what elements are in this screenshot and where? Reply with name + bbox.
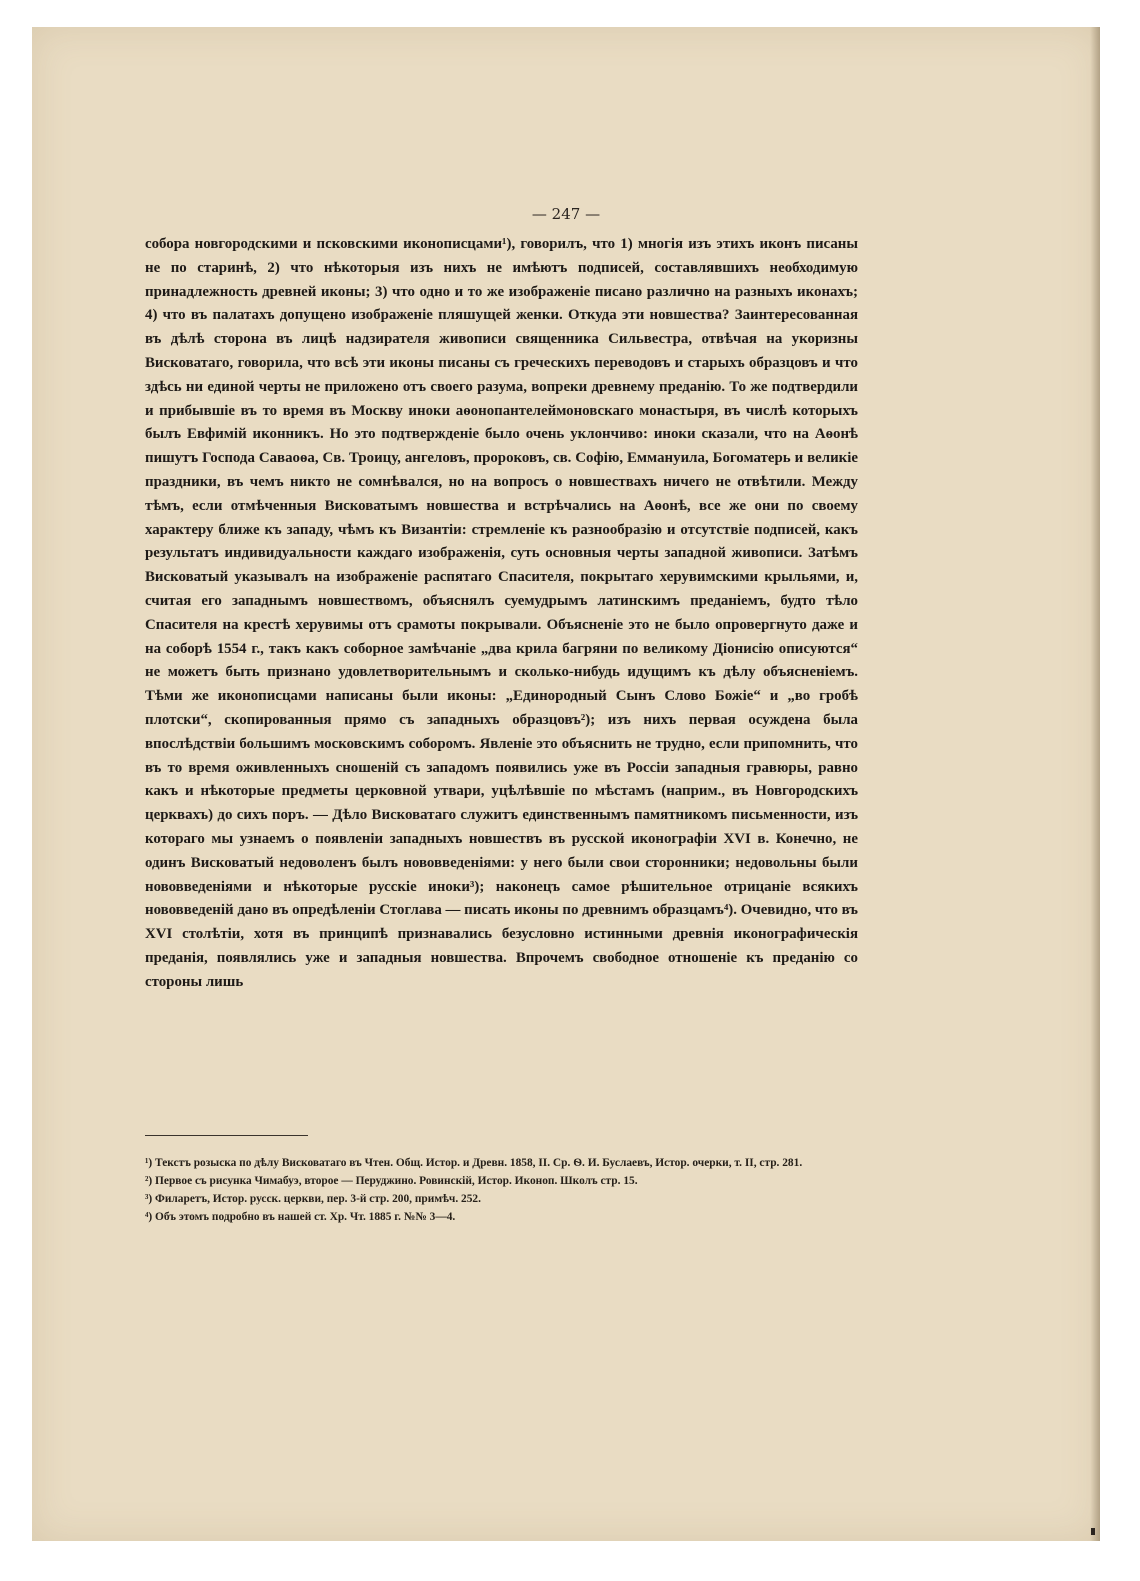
page-number: — 247 — xyxy=(531,205,601,223)
footnote-1: ¹) Текстъ розыска по дѣлу Висковатаго въ Чтен. Общ. Истор. и Древн. 1858, II. Ср. Ѳ. И. Буслаевъ, Истор. очерки, т. II, стр. 281. xyxy=(145,1157,803,1169)
scanned-page xyxy=(32,27,1100,1541)
body-text: собора новгородскими и псковскими иконописцами¹), говорилъ, что 1) многія изъ этихъ иконъ писаны не по старинѣ, 2) что нѣкоторыя изъ нихъ не имѣютъ подписей, составлявшихъ необходимую принадлежность древней иконы; 3) что одно и то же изображеніе писано различно на разныхъ иконахъ; 4) что въ палатахъ допущено изображеніе пляшущей женки. Откуда эти новшества? Заинтересованная въ дѣлѣ сторона въ лицѣ надзирателя живописи священника Сильвестра, отвѣчая на укоризны Висковатаго, говорила, что всѣ эти иконы писаны съ греческихъ переводовъ и старыхъ образцовъ и что здѣсь ни единой черты не приложено отъ своего разума, вопреки древнему преданію. То же подтвердили и прибывшіе въ то время въ Москву иноки аѳонопантелеймоновскаго монастыря, въ числѣ которыхъ былъ Евфимій иконникъ. Но это подтвержденіе было очень уклончиво: иноки сказали, что на Аѳонѣ пишутъ Господа Саваоѳа, Св. Троицу, ангеловъ, пророковъ, св. Софію, Еммануила, Богоматерь и великіе праздники, въ чемъ никто не сомнѣвался, но на вопросъ о новшествахъ ничего не отвѣтили. Между тѣмъ, если отмѣченныя Висковатымъ новшества и встрѣчались на Аѳонѣ, все же они по своему характеру ближе къ западу, чѣмъ къ Византіи: стремленіе къ разнообразію и отсутствіе подписей, какъ результатъ индивидуальности каждаго изображенія, суть основныя черты западной живописи. Затѣмъ Висковатый указывалъ на изображеніе распятаго Спасителя, покрытаго херувимскими крыльями, и, считая его западнымъ новшествомъ, объяснялъ суемудрымъ латинскимъ преданіемъ, будто тѣло Спасителя на крестѣ херувимы отъ срамоты покрывали. Объясненіе это не было опровергнуто даже и на соборѣ 1554 г., такъ какъ соборное замѣчаніе „два крила багряни по великому Діонисію описуются“ не можетъ быть признано удовлетворительнымъ и сколько-нибудь идущимъ къ дѣлу объясненіемъ. Тѣми же иконописцами написаны были иконы: „Единородный Сынъ Слово Божіе“ и „во гробѣ плотски“, скопированныя прямо съ западныхъ образцовъ²); изъ нихъ первая осуждена была впослѣдствіи большимъ московскимъ соборомъ. Явленіе это объяснить не трудно, если припомнить, что въ то время оживленныхъ сношеній съ западомъ появились уже въ Россіи западныя гравюры, равно какъ и нѣкоторые предметы церковной утвари, уцѣлѣвшіе по мѣстамъ (наприм., въ Новгородскихъ церквахъ) до сихъ поръ. — Дѣло Висковатаго служитъ единственнымъ памятникомъ письменности, изъ котораго мы узнаемъ о появленіи западныхъ новшествъ въ русской иконографіи XVI в. Конечно, не одинъ Висковатый недоволенъ былъ нововведеніями: у него были свои сторонники; недовольны были нововведеніями и нѣкоторые русскіе иноки³); наконецъ самое рѣшительное отрицаніе всякихъ нововведеній дано въ опредѣленіи Стоглава — писать иконы по древнимъ образцамъ⁴). Очевидно, что въ XVI столѣтіи, хотя въ принципѣ признавались безусловно истинными древнія иконографическія преданія, появлялись уже и западныя новшества. Впрочемъ свободное отношеніе къ преданію со стороны лишь xyxy=(145,236,858,990)
footnotes xyxy=(145,1154,858,1226)
footnote-3: ³) Филаретъ, Истор. русск. церкви, пер. 3-й стр. 200, примѣч. 252. xyxy=(145,1193,481,1205)
footnote-2: ²) Первое съ рисунка Чимабуэ, второе — Перуджино. Ровинскій, Истор. Иконоп. Школъ стр. 15. xyxy=(145,1175,638,1187)
page-edge-shadow xyxy=(1090,27,1100,1541)
scan-edge-mark xyxy=(1091,1528,1095,1535)
footnote-separator xyxy=(145,1135,308,1136)
footnote-4: ⁴) Объ этомъ подробно въ нашей ст. Хр. Чт. 1885 г. №№ 3—4. xyxy=(145,1211,456,1223)
